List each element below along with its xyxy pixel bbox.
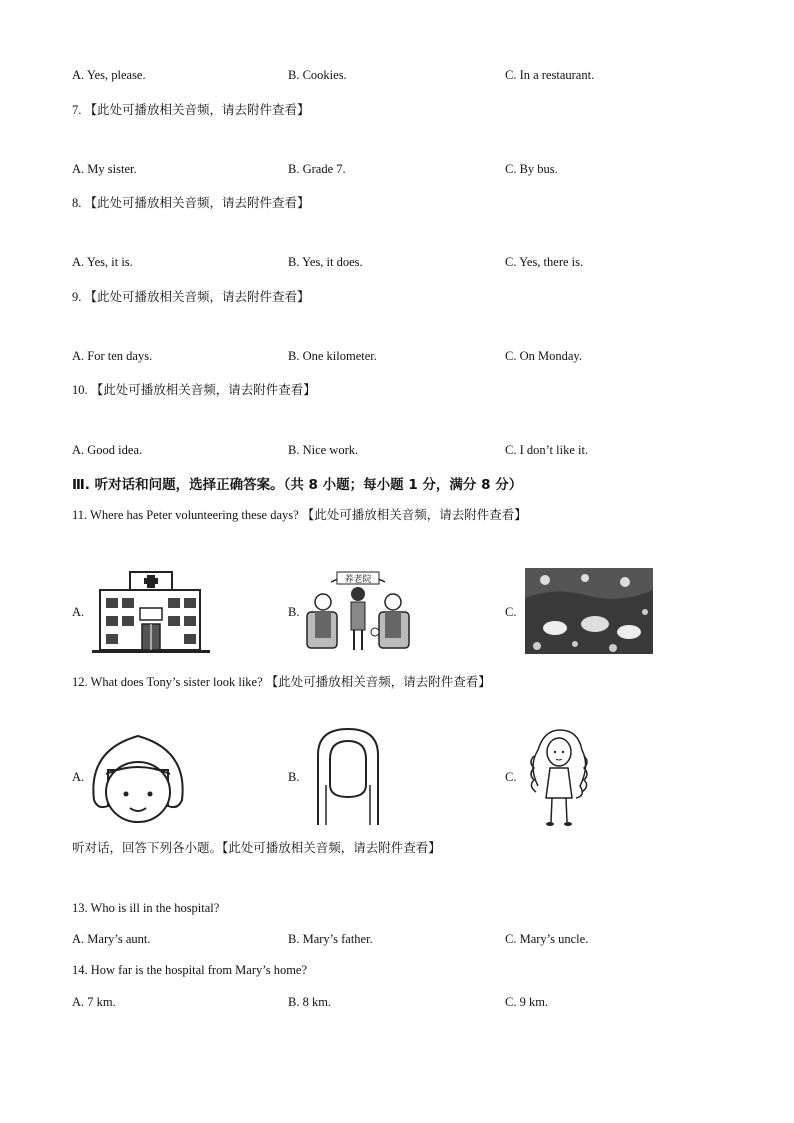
q9-prompt bbox=[72, 287, 310, 305]
dialogue-instruction: 听对话，回答下列各小题。【此处可播放相关音频，请去附件查看】 bbox=[72, 840, 441, 855]
curly-hair-girl-icon bbox=[524, 726, 594, 830]
q13-question: 13. Who is ill in the hospital? bbox=[72, 901, 220, 915]
q9-number: 9. bbox=[72, 290, 82, 304]
q11-label-b: B. bbox=[288, 605, 300, 619]
q11-audio-link[interactable]: 【此处可播放相关音频，请去附件查看】 bbox=[301, 507, 527, 522]
q12-label-c: C. bbox=[505, 770, 517, 784]
q10-option-a: A. Good idea. bbox=[72, 443, 143, 457]
q13-option-a: A. Mary’s aunt. bbox=[72, 932, 151, 946]
hospital-icon bbox=[92, 568, 210, 654]
q14-option-a: A. 7 km. bbox=[72, 995, 116, 1009]
q8-option-a: A. Yes, it is. bbox=[72, 255, 133, 269]
q7-option-c: C. By bus. bbox=[505, 162, 558, 176]
q9-option-b: B. One kilometer. bbox=[288, 349, 377, 363]
q8-option-b: B. Yes, it does. bbox=[288, 255, 363, 269]
q7-prompt bbox=[72, 100, 310, 118]
q14-option-c: C. 9 km. bbox=[505, 995, 549, 1009]
q9-option-a: A. For ten days. bbox=[72, 349, 153, 363]
q14-option-b: B. 8 km. bbox=[288, 995, 332, 1009]
q13-option-b: B. Mary’s father. bbox=[288, 932, 373, 946]
q12-audio-link[interactable]: 【此处可播放相关音频，请去附件查看】 bbox=[265, 674, 491, 689]
q7-number: 7. bbox=[72, 103, 82, 117]
q12-prompt bbox=[72, 672, 491, 690]
q12-label-a: A. bbox=[72, 770, 85, 784]
q10-prompt bbox=[72, 380, 316, 398]
long-straight-hair-icon bbox=[312, 725, 384, 829]
nursing-home-sign: 养老院 bbox=[344, 575, 372, 585]
q9-option-c: C. On Monday. bbox=[505, 349, 582, 363]
q10-number: 10. bbox=[72, 383, 88, 397]
q12-label-b: B. bbox=[288, 770, 300, 784]
nursing-home-icon bbox=[303, 568, 413, 652]
q13-option-c: C. Mary’s uncle. bbox=[505, 932, 589, 946]
q9-audio-link[interactable]: 【此处可播放相关音频，请去附件查看】 bbox=[84, 289, 310, 304]
q7-option-b: B. Grade 7. bbox=[288, 162, 346, 176]
q10-option-c: C. I don’t like it. bbox=[505, 443, 589, 457]
section-3-title: Ⅲ. 听对话和问题，选择正确答案。（共 8 小题；每小题 1 分，满分 8 分） bbox=[72, 477, 523, 493]
q7-audio-link[interactable]: 【此处可播放相关音频，请去附件查看】 bbox=[84, 102, 310, 117]
short-hair-girl-icon bbox=[88, 730, 188, 826]
q10-option-b: B. Nice work. bbox=[288, 443, 359, 457]
q6-option-b: B. Cookies. bbox=[288, 68, 347, 82]
q7-option-a: A. My sister. bbox=[72, 162, 137, 176]
q11-label-c: C. bbox=[505, 605, 517, 619]
q12-question: 12. What does Tony’s sister look like? bbox=[72, 675, 263, 689]
q6-option-a: A. Yes, please. bbox=[72, 68, 146, 82]
q10-audio-link[interactable]: 【此处可播放相关音频，请去附件查看】 bbox=[90, 382, 316, 397]
q8-audio-link[interactable]: 【此处可播放相关音频，请去附件查看】 bbox=[84, 195, 310, 210]
q8-number: 8. bbox=[72, 196, 82, 210]
q11-label-a: A. bbox=[72, 605, 85, 619]
q8-option-c: C. Yes, there is. bbox=[505, 255, 584, 269]
q8-prompt bbox=[72, 193, 310, 211]
q11-prompt bbox=[72, 505, 527, 523]
q14-question: 14. How far is the hospital from Mary’s home? bbox=[72, 963, 308, 977]
q11-question: 11. Where has Peter volunteering these days? bbox=[72, 508, 299, 522]
q6-option-c: C. In a restaurant. bbox=[505, 68, 595, 82]
farm-icon bbox=[525, 568, 653, 654]
